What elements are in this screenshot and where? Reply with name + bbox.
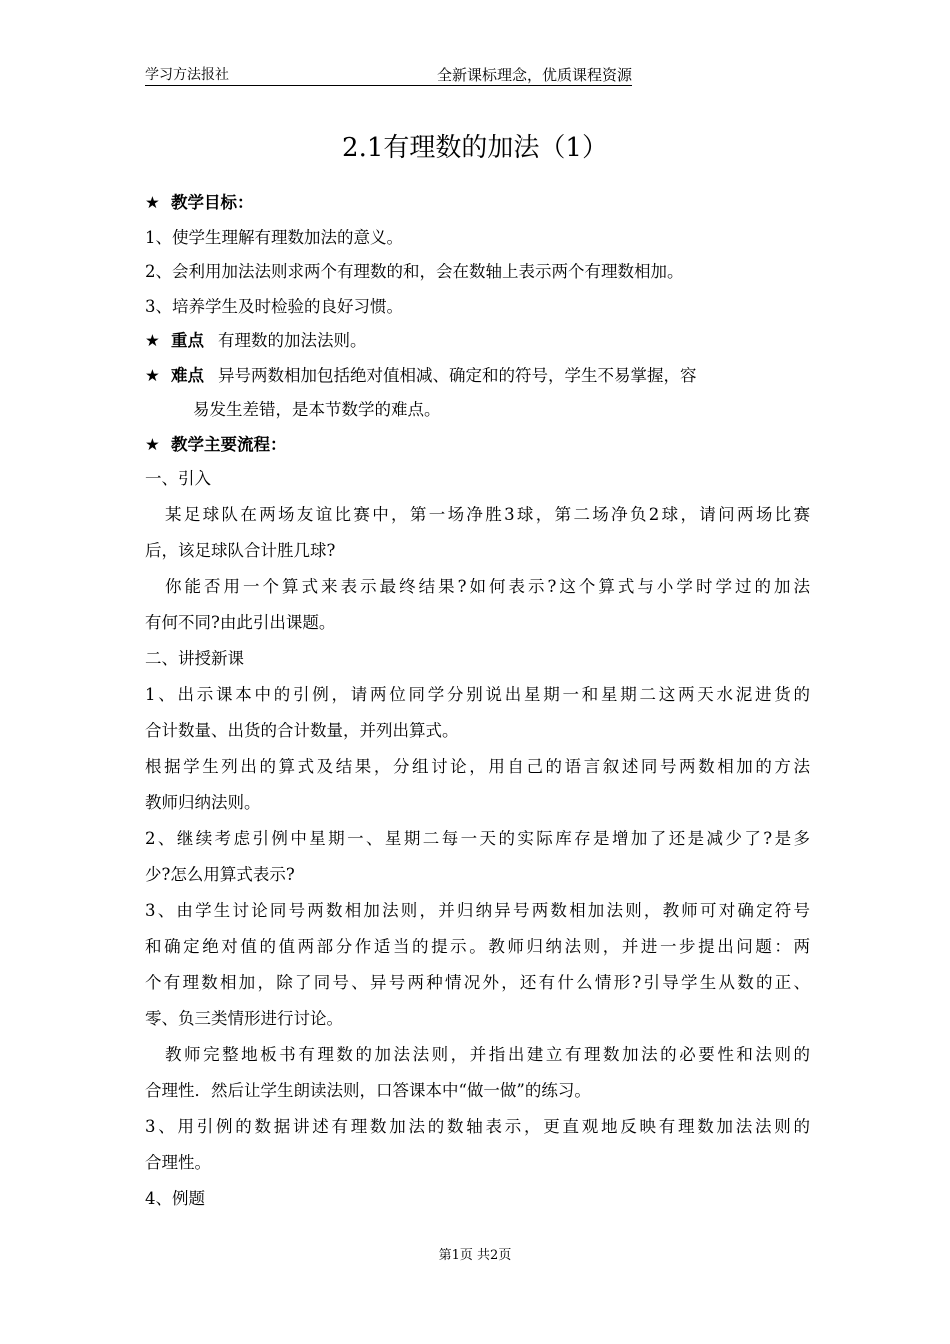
header-publisher: 学习方法报社 [145, 67, 229, 83]
paragraph-line: 有何不同?由此引出课题。 [145, 612, 336, 632]
paragraph-line: 教师归纳法则。 [145, 792, 261, 812]
part1-heading: 一、引入 [145, 469, 211, 488]
header-slogan: 全新课标理念，优质课程资源 [436, 66, 632, 84]
key-point-label: 重点 [171, 331, 204, 350]
document-body [145, 186, 810, 1217]
goals-heading: 教学目标： [171, 193, 254, 212]
paragraph-line: 1、出示课本中的引例，请两位同学分别说出星期一和星期二这两天水泥进货的 [145, 684, 810, 704]
paragraph-line: 3、由学生讨论同号两数相加法则，并归纳异号两数相加法则，教师可对确定符号 [145, 900, 810, 920]
difficulty-text-continued: 易发生差错，是本节数学的难点。 [193, 400, 441, 419]
paragraph-line: 后，该足球队合计胜几球? [145, 540, 336, 560]
paragraph-line: 4、例题 [145, 1188, 205, 1208]
key-point-line [145, 324, 810, 359]
process-heading-line [145, 428, 810, 463]
paragraph-line: 少?怎么用算式表示? [145, 864, 295, 884]
goals-heading-line [145, 186, 810, 221]
part2-heading: 二、讲授新课 [145, 648, 244, 668]
paragraph-line: 个有理数相加，除了同号、异号两种情况外，还有什么情形?引导学生从数的正、 [145, 972, 810, 992]
paragraph-line: 你能否用一个算式来表示最终结果?如何表示?这个算式与小学时学过的加法 [165, 576, 810, 596]
star-icon: ★ [145, 331, 160, 350]
paragraph-line: 3、用引例的数据讲述有理数加法的数轴表示，更直观地反映有理数加法法则的 [145, 1116, 810, 1136]
paragraph-line: 合理性．然后让学生朗读法则，口答课本中“做一做”的练习。 [145, 1080, 591, 1100]
page-header [145, 66, 632, 86]
paragraph-line: 教师完整地板书有理数的加法法则，并指出建立有理数加法的必要性和法则的 [165, 1044, 810, 1064]
paragraph-line: 某足球队在两场友谊比赛中，第一场净胜3球，第二场净负2球，请问两场比赛 [165, 504, 810, 524]
difficulty-text: 异号两数相加包括绝对值相减、确定和的符号，学生不易掌握，容 [218, 365, 697, 385]
star-icon: ★ [145, 193, 160, 212]
process-heading: 教学主要流程： [171, 434, 287, 454]
key-point-text: 有理数的加法法则。 [218, 331, 367, 350]
star-icon: ★ [145, 365, 160, 385]
goal-item: 2、会利用加法法则求两个有理数的和，会在数轴上表示两个有理数相加。 [145, 262, 684, 281]
difficulty-line [145, 359, 810, 394]
page-footer: 第1页 共2页 [438, 1248, 512, 1263]
goal-item: 3、培养学生及时检验的良好习惯。 [145, 296, 403, 316]
paragraph-line: 2、继续考虑引例中星期一、星期二每一天的实际库存是增加了还是减少了?是多 [145, 828, 810, 848]
paragraph-line: 合理性。 [145, 1152, 211, 1172]
star-icon: ★ [145, 434, 160, 454]
paragraph-line: 零、负三类情形进行讨论。 [145, 1008, 343, 1028]
document-title: 2.1有理数的加法（1） [342, 133, 608, 163]
paragraph-line: 根据学生列出的算式及结果，分组讨论，用自己的语言叙述同号两数相加的方法 [145, 756, 810, 776]
paragraph-line: 和确定绝对值的值两部分作适当的提示。教师归纳法则，并进一步提出问题：两 [145, 936, 810, 956]
paragraph-line: 合计数量、出货的合计数量，并列出算式。 [145, 720, 459, 740]
goal-item: 1、使学生理解有理数加法的意义。 [145, 227, 403, 247]
difficulty-label: 难点 [171, 365, 204, 385]
